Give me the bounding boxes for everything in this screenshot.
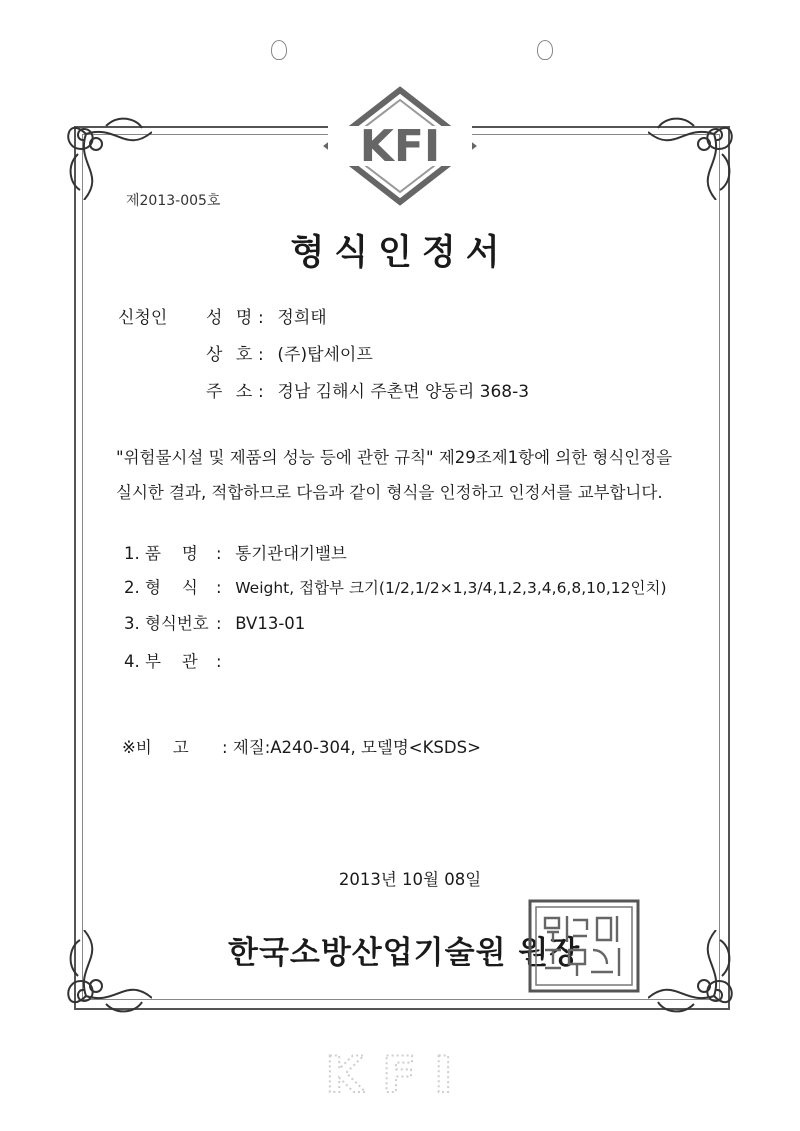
field-value: (주)탑세이프 [277,345,373,365]
ornament-corner-bottom-left [56,930,152,1026]
applicant-company-row: 상 호 : (주)탑세이프 [206,340,373,365]
document-title: 형식인정서 [290,233,510,273]
item-value: 통기관대기밸브 [235,544,347,563]
field-label: 성 명 [206,308,257,328]
item-product-name: 1. 품 명 : 통기관대기밸브 [124,540,347,564]
field-label: 주 소 [206,382,257,402]
ornament-corner-bottom-right [648,930,744,1026]
issue-date: 2013년 10월 08일 [338,870,482,889]
kfi-logo-text: KFI [359,121,441,172]
kfi-logo [322,86,478,206]
remark-value: 제질:A240-304, 모델명<KSDS> [232,738,481,757]
item-label: 3. 형식번호 [124,614,209,633]
ornament-corner-top-right [648,104,744,200]
remark-row: ※비 고 : 제질:A240-304, 모델명<KSDS> [122,734,481,758]
applicant-address-row: 주 소 : 경남 김해시 주촌면 양동리 368-3 [206,377,529,402]
punch-hole-left [271,40,287,60]
item-type: 2. 형 식 : Weight, 접합부 크기(1/2,1/2×1,3/4,1,2,3,4,6,8,10,12인치) [124,574,667,598]
item-label: 1. 품 명 [124,544,198,563]
item-value: Weight, 접합부 크기(1/2,1/2×1,3/4,1,2,3,4,6,8,10,12인치) [235,579,667,597]
field-label: 상 호 [206,345,257,365]
applicant-name-row: 성 명 : 정희태 [206,303,327,328]
field-value: 정희태 [277,308,327,328]
kfi-watermark [318,1044,478,1104]
body-paragraph-line-1: "위험물시설 및 제품의 성능 등에 관한 규칙" 제29조제1항에 의한 형식인정을 [116,448,673,467]
issuer-name: 한국소방산업기술원 원장 [228,935,581,971]
item-label: 4. 부 관 [124,652,198,671]
applicant-label: 신청인 [118,308,168,328]
item-label: 2. 형 식 [124,578,198,597]
item-conditions: 4. 부 관 : [124,648,230,672]
certificate-number: 제2013-005호 [126,193,221,209]
item-value: BV13-01 [235,614,306,633]
remark-label: ※비 고 [122,738,189,757]
field-value: 경남 김해시 주촌면 양동리 368-3 [277,382,530,402]
official-seal [527,898,641,994]
punch-hole-right [537,40,553,60]
body-paragraph-line-2: 실시한 결과, 적합하므로 다음과 같이 형식을 인정하고 인정서를 교부합니다. [116,483,663,502]
item-type-number: 3. 형식번호 : BV13-01 [124,610,305,634]
ornament-corner-top-left [56,104,152,200]
watermark-text: KFI [325,1046,471,1104]
